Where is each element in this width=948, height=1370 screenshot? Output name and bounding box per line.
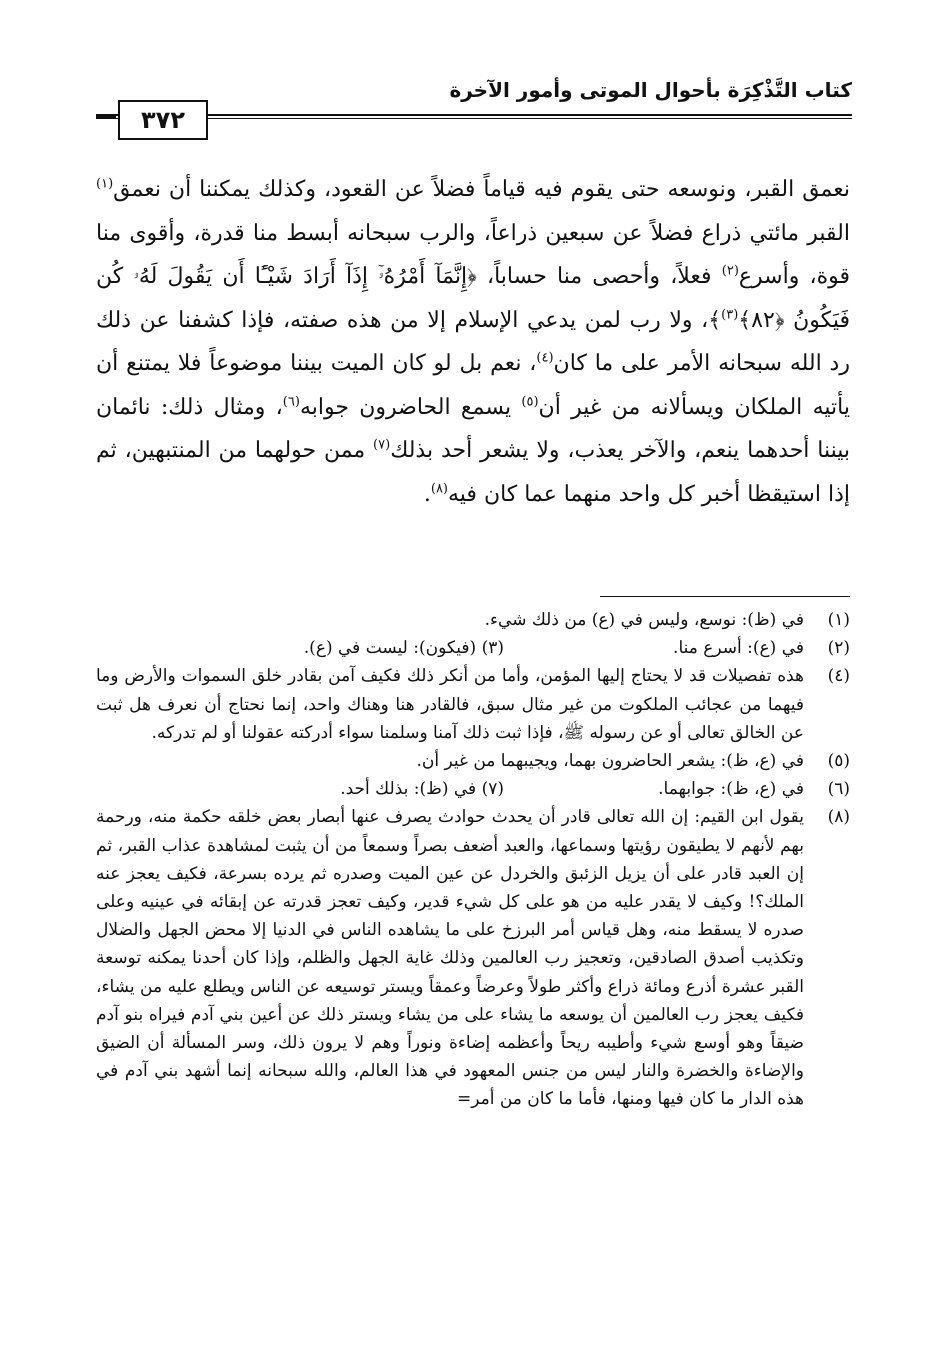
footnote-4 xyxy=(96,662,850,747)
footnote-7 xyxy=(96,775,504,803)
footnote-text: في (ع): أسرع منا. xyxy=(673,638,804,659)
page-header xyxy=(96,70,852,140)
footnote-ref[interactable]: (٦) xyxy=(282,394,300,410)
footnotes xyxy=(96,606,850,1114)
footnote-ref[interactable]: (٣) xyxy=(721,307,739,323)
header-rule-left xyxy=(96,116,116,118)
header-rule xyxy=(96,114,852,116)
footnote-5 xyxy=(96,747,850,775)
footnote-text: هذه تفصيلات قد لا يحتاج إليها المؤمن، وأما من أنكر ذلك فكيف آمن بقادر خلق السموات والأرض وما فيهما من عجائب الملكوت من غير مثال سبق، فالقادر هنا وهناك واحد، إنما نحتاج أن نعرف هل ثبت عن الخالق تعالى أو عن رسوله ﷺ، فإذا ثبت ذلك آمنا وسلمنا سواء أدركته عقولنا أو لم تدركه. xyxy=(96,666,804,743)
footnote-8 xyxy=(96,803,850,1113)
text-segment: . xyxy=(423,481,431,507)
header-rule-thin xyxy=(96,118,852,119)
text-segment: القبر مائتي ذراع فضلاً عن سبعين ذراعاً، والرب سبحانه أبسط منا قدرة، وأقوى منا قوة، وأسرع xyxy=(96,220,851,289)
footnote-number: (٣) xyxy=(481,638,504,659)
footnote-text: في (ع، ظ): يشعر الحاضرون بهما، ويجيبهما من غير أن. xyxy=(416,751,804,772)
footnote-text: يقول ابن القيم: إن الله تعالى قادر أن يحدث حوادث يصرف عنها أبصار بعض خلقه حكمة منه، ورحمة بهم لأنهم لا يطيقون رؤيتها وسماعها، والعبد أضعف بصراً وسمعاً من أن يثبت لمشاهدة عذاب القبر، ثم إن العبد قادر على أن يزيل الزئبق والخردل عن عين الميت وصدره ثم يرده بسرعة، فكيف يعجز عنه الملك؟! وكيف لا يقدر عليه من هو على كل شيء قدير، وكيف تعجز قدرته عن إبقائه في عينيه وعلى صدره لا يسقط منه، وهل قياس أمر البرزخ على ما يشاهده الناس في الدنيا إلا محض الجهل والضلال وتكذيب أصدق الصادقين، وتعجيز رب العالمين وذلك غاية الجهل والظلم، وإذا كان أحدنا يمكنه توسعة القبر عشرة أذرع ومائة ذراع وأكثر طولاً وعرضاً وعمقاً ويستر توسيعه عن الناس ويطلع عليه من يشاء، فكيف يعجز رب العالمين أن يوسعه ما يشاء على من يشاء ويستر ذلك عن أعين بني آدم فيراه بنو آدم ضيقاً وهو أوسع شيء وأطيبه ريحاً وأعظمه إضاءة ونوراً وهم لا يرون ذلك، وسر المسألة أن الضيق والإضاءة والخضرة والنار ليس من جنس المعهود في هذا العالم، والله سبحانه إنما أشهد بني آدم في هذه الدار ما كان فيها ومنها، فأما ما كان من أمر= xyxy=(96,807,804,1110)
footnote-ref[interactable]: (٢) xyxy=(721,263,739,279)
text-segment: نعمق القبر، ونوسعه حتى يقوم فيه قياماً فضلاً عن القعود، وكذلك يمكننا أن نعمق xyxy=(113,177,850,202)
footnote-ref[interactable]: (٥) xyxy=(521,394,539,410)
text-segment: فعلاً، وأحصى منا حساباً، ﴿إِنَّمَآ أَمْرُهُۥٓ إِذَآ أَرَادَ شَيْـًٔا أَن يَقُولَ لَهُۥ كُن فَيَكُونُ ﴿٨٢﴾ xyxy=(96,264,850,333)
footnote-3 xyxy=(96,634,504,662)
footnote-number: (٨) xyxy=(827,807,850,828)
footnote-2-3 xyxy=(96,634,850,662)
text-segment: ، ومثال ذلك: نائمان بيننا أحدهما ينعم، والآخر يعذب، ولا يشعر أحد بذلك xyxy=(96,394,850,463)
footnote-text-pair xyxy=(96,634,804,662)
text-segment: ﴾، ولا رب لمن يدعي الإسلام إلا من هذه صفته، فإذا كشفنا عن ذلك رد الله سبحانه الأمر على ما كان xyxy=(96,307,850,376)
text-segment: ، نعم بل لو كان الميت بيننا موضوعاً فلا يمتنع أن يأتيه الملكان ويسألانه من غير أن xyxy=(96,351,850,420)
footnote-number: (٦) xyxy=(827,779,850,800)
footnote-6-7 xyxy=(96,775,850,803)
text-segment: يسمع الحاضرون جوابه xyxy=(299,394,522,420)
footnote-text-pair xyxy=(96,775,804,803)
footnote-number: (٢) xyxy=(827,638,850,659)
main-paragraph xyxy=(96,168,850,516)
footnote-text: (فيكون): ليست في (ع). xyxy=(303,638,477,659)
footnote-separator xyxy=(600,596,850,597)
footnote-1 xyxy=(96,606,850,634)
footnote-ref[interactable]: (٨) xyxy=(430,481,448,497)
footnote-number: (٥) xyxy=(827,751,850,772)
footnote-text: في (ظ): بذلك أحد. xyxy=(340,779,477,800)
footnote-number: (٧) xyxy=(481,779,504,800)
main-text xyxy=(96,168,850,516)
text-segment: ممن حولهما من المنتبهين، ثم إذا استيقظا أخبر كل واحد منهما عما كان فيه xyxy=(96,438,850,507)
footnote-number: (١) xyxy=(827,610,850,630)
footnote-ref[interactable]: (٤) xyxy=(536,350,554,366)
footnote-text: في (ع، ظ): جوابهما. xyxy=(658,779,804,800)
footnote-text: في (ظ): نوسع، وليس في (ع) من ذلك شيء. xyxy=(484,610,804,630)
footnote-number: (٤) xyxy=(827,666,850,687)
footnote-ref[interactable]: (٧) xyxy=(373,437,391,453)
footnote-ref[interactable]: (١) xyxy=(96,176,114,192)
book-title: كتاب التَّذْكِرَة بأحوال الموتى وأمور الآخرة xyxy=(449,78,852,102)
page-number: ٣٧٢ xyxy=(118,100,208,140)
